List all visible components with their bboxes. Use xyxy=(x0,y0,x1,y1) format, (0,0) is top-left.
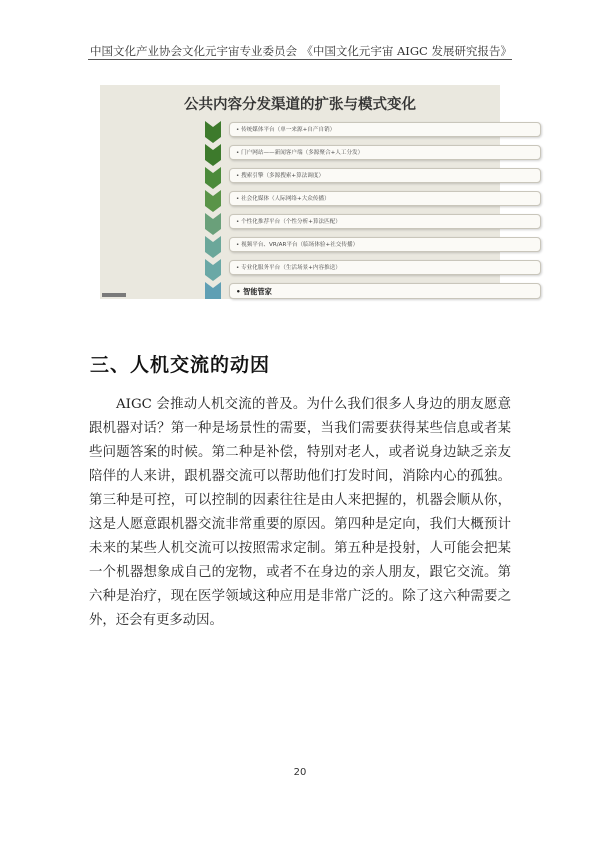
channel-item: • 智能管家 xyxy=(229,283,541,299)
page-header xyxy=(88,41,512,59)
header-report-title: 《中国文化元宇宙 AIGC 发展研究报告》 xyxy=(301,44,512,58)
chevron-arrow xyxy=(205,121,221,143)
channel-item: • 门户网站——新闻客户端（多源聚合+人工分发） xyxy=(229,145,541,160)
chevron-arrow xyxy=(205,190,221,212)
body-text xyxy=(89,393,511,633)
channel-item: • 搜索引擎（多源搜索+算法调度） xyxy=(229,168,541,183)
figure-source-mark xyxy=(102,293,126,297)
section-title: 三、人机交流的动因 xyxy=(90,354,271,376)
chevron-arrow xyxy=(205,144,221,166)
chevron-arrow xyxy=(205,236,221,258)
figure-title: 公共内容分发渠道的扩张与模式变化 xyxy=(184,97,416,113)
chevron-arrow xyxy=(205,259,221,281)
chevron-arrow xyxy=(205,213,221,235)
channel-item: • 传统媒体平台（单一来源+自产自销） xyxy=(229,122,541,137)
page-number: 20 xyxy=(293,767,307,778)
channel-expansion-figure xyxy=(100,85,500,299)
header-organization: 中国文化产业协会文化元宇宙专业委员会 xyxy=(90,44,297,58)
channel-item: • 视频平台、VR/AR平台（临场体验+社交传播） xyxy=(229,237,541,252)
chevron-arrow xyxy=(205,167,221,189)
body-paragraph: AIGC 会推动人机交流的普及。为什么我们很多人身边的朋友愿意跟机器对话？第一种是场景性的需要，当我们需要获得某些信息或者某些问题答案的时候。第二种是补偿，特别对老人，或者说身边缺乏亲友陪伴的人来讲，跟机器交流可以帮助他们打发时间，消除内心的孤独。第三种是可控，可以控制的因素往往是由人来把握的，机器会顺从你，这是人愿意跟机器交流非常重要的原因。第四种是定向，我们大概预计未来的某些人机交流可以按照需求定制。第五种是投射，人可能会把某一个机器想象成自己的宠物，或者不在身边的亲人朋友，跟它交流。第六种是治疗，现在医学领域这种应用是非常广泛的。除了这六种需要之外，还会有更多动因。 xyxy=(89,397,511,628)
chevron-arrow xyxy=(205,282,221,299)
channel-item: • 专业化服务平台（生活场景+内容推送） xyxy=(229,260,541,275)
header-divider xyxy=(88,59,512,60)
channel-item: • 社会化媒体（人际网络+大众传播） xyxy=(229,191,541,206)
channel-item: • 个性化推荐平台（个性分析+算法匹配） xyxy=(229,214,541,229)
